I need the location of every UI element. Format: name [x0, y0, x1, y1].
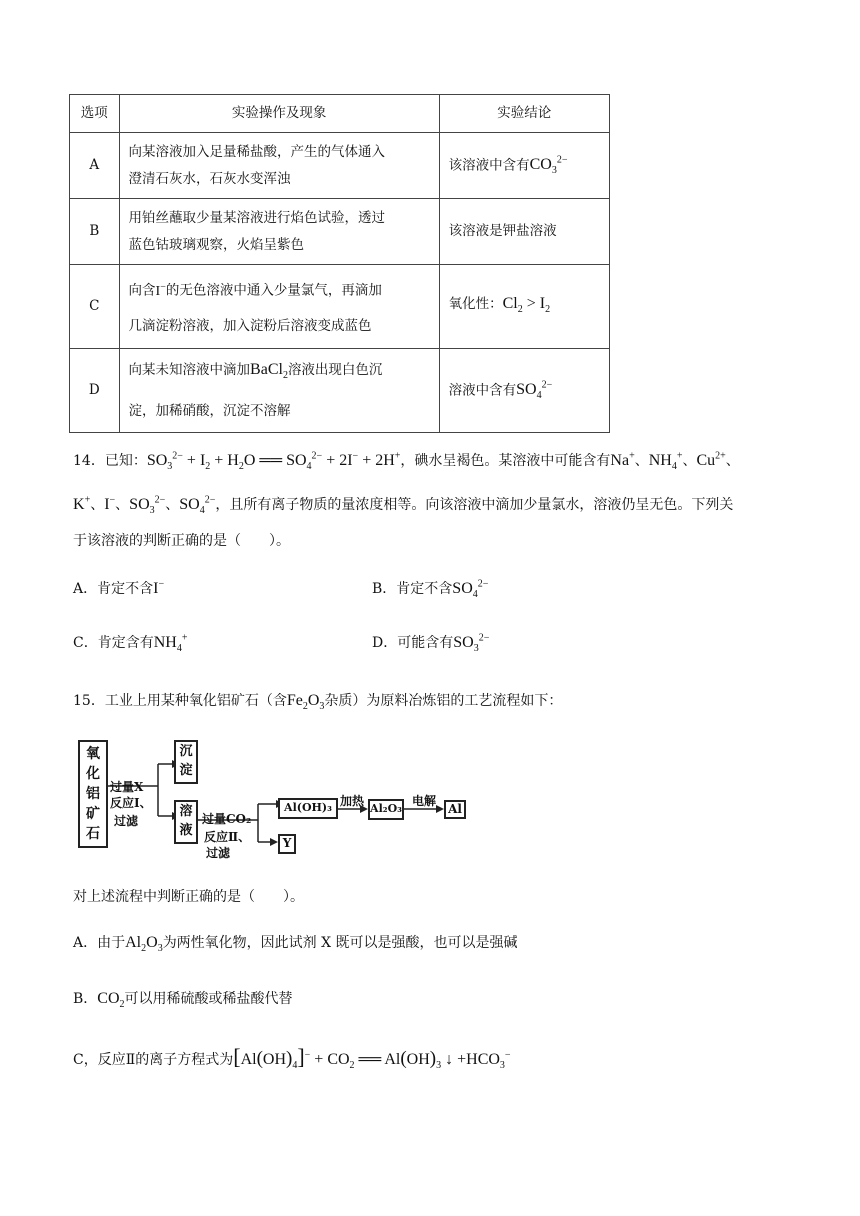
row-option-label: D	[70, 349, 120, 433]
q14-stem-line3: 于该溶液的判断正确的是（ ）。	[73, 533, 290, 549]
q14-stem-line2: K+、I−、$SO_3^{2-}$、$SO_4^{2-}$，且所有离子物质的量浓度相等。向该溶液中滴加少量氯水，溶液仍呈无色。下列关	[73, 494, 734, 517]
step1-reaction-label: 反应Ⅰ、	[110, 796, 152, 810]
process-flow-diagram	[72, 736, 472, 860]
q14-option-b[interactable]: B．肯定不含$SO_4^{2-}$	[372, 578, 489, 601]
aluminum-hydroxide-box: Al(OH)₃	[278, 798, 338, 819]
header-option: 选项	[70, 95, 120, 133]
header-conclusion: 实验结论	[439, 95, 609, 133]
step1-filter-label: 过滤	[114, 814, 139, 828]
row-option-label: C	[70, 265, 120, 349]
q15-option-c[interactable]: C，反应Ⅱ的离子方程式为$[Al(OH)_4]^- + CO_2$ ══ $Al(OH)_3$ ↓ $+HCO_3^-$	[73, 1044, 511, 1072]
row-conclusion: 氧化性：$Cl_2 > I_2$	[439, 265, 609, 349]
q15-option-b[interactable]: B．$CO_2$可以用稀硫酸或稀盐酸代替	[73, 990, 293, 1011]
q15-prompt: 对上述流程中判断正确的是（ ）。	[73, 889, 304, 905]
solution-box: 溶 液	[174, 800, 198, 844]
header-operation: 实验操作及现象	[119, 95, 439, 133]
row-operation: 向含I−的无色溶液中通入少量氯气，再滴加 几滴淀粉溶液，加入淀粉后溶液变成蓝色	[119, 265, 439, 349]
row-conclusion: 溶液中含有$SO_4^{2-}$	[439, 349, 609, 433]
heat-label: 加热	[340, 794, 365, 808]
row-operation: 向某未知溶液中滴加BaCl$_2$溶液出现白色沉 淀，加稀硝酸，沉淀不溶解	[119, 349, 439, 433]
table-row-b	[70, 199, 610, 265]
aluminum-box: Al	[444, 800, 466, 819]
ore-box: 氧 化 铝 矿 石	[78, 740, 108, 848]
row-option-label: B	[70, 199, 120, 265]
q14-stem-line1: 14．已知：$SO_3^{2-} + I_2 + H_2O$ ══ $SO_4^{2-} + 2I^- + 2H^+$，碘水呈褐色。某溶液中可能含有Na+、$NH_4^+$、$Cu^{2+}$、	[73, 450, 740, 473]
precipitate-box: 沉 淀	[174, 740, 198, 784]
step1-reagent-label: 过量X	[110, 780, 144, 794]
alumina-box: Al₂O₃	[368, 799, 404, 820]
table-header-row	[70, 95, 610, 133]
table-row-a	[70, 133, 610, 199]
row-operation: 向某溶液加入足量稀盐酸，产生的气体通入 澄清石灰水，石灰水变浑浊	[119, 133, 439, 199]
q14-option-d[interactable]: D．可能含有$SO_3^{2-}$	[372, 632, 490, 655]
q14-option-a[interactable]: A．肯定不含I−	[73, 578, 165, 597]
q14-option-c[interactable]: C．肯定含有$NH_4^+$	[73, 632, 188, 655]
step2-reagent-label: 过量CO₂	[202, 812, 252, 826]
experiment-table	[69, 94, 610, 433]
q15-option-a[interactable]: A．由于$Al_2O_3$为两性氧化物，因此试剂 X 既可以是强酸，也可以是强碱	[73, 934, 518, 955]
row-option-label: A	[70, 133, 120, 199]
y-box: Y	[278, 834, 296, 854]
row-conclusion: 该溶液中含有$CO_3^{2-}$	[439, 133, 609, 199]
row-operation: 用铂丝蘸取少量某溶液进行焰色试验，透过 蓝色钴玻璃观察，火焰呈紫色	[119, 199, 439, 265]
step2-filter-label: 过滤	[206, 846, 231, 860]
q15-stem: 15．工业上用某种氧化铝矿石（含$Fe_2O_3$杂质）为原料冶炼铝的工艺流程如下：	[73, 692, 563, 713]
row-conclusion: 该溶液是钾盐溶液	[439, 199, 609, 265]
step2-reaction-label: 反应Ⅱ、	[204, 830, 251, 844]
table-row-c	[70, 265, 610, 349]
table-row-d	[70, 349, 610, 433]
electrolysis-label: 电解	[412, 794, 437, 808]
